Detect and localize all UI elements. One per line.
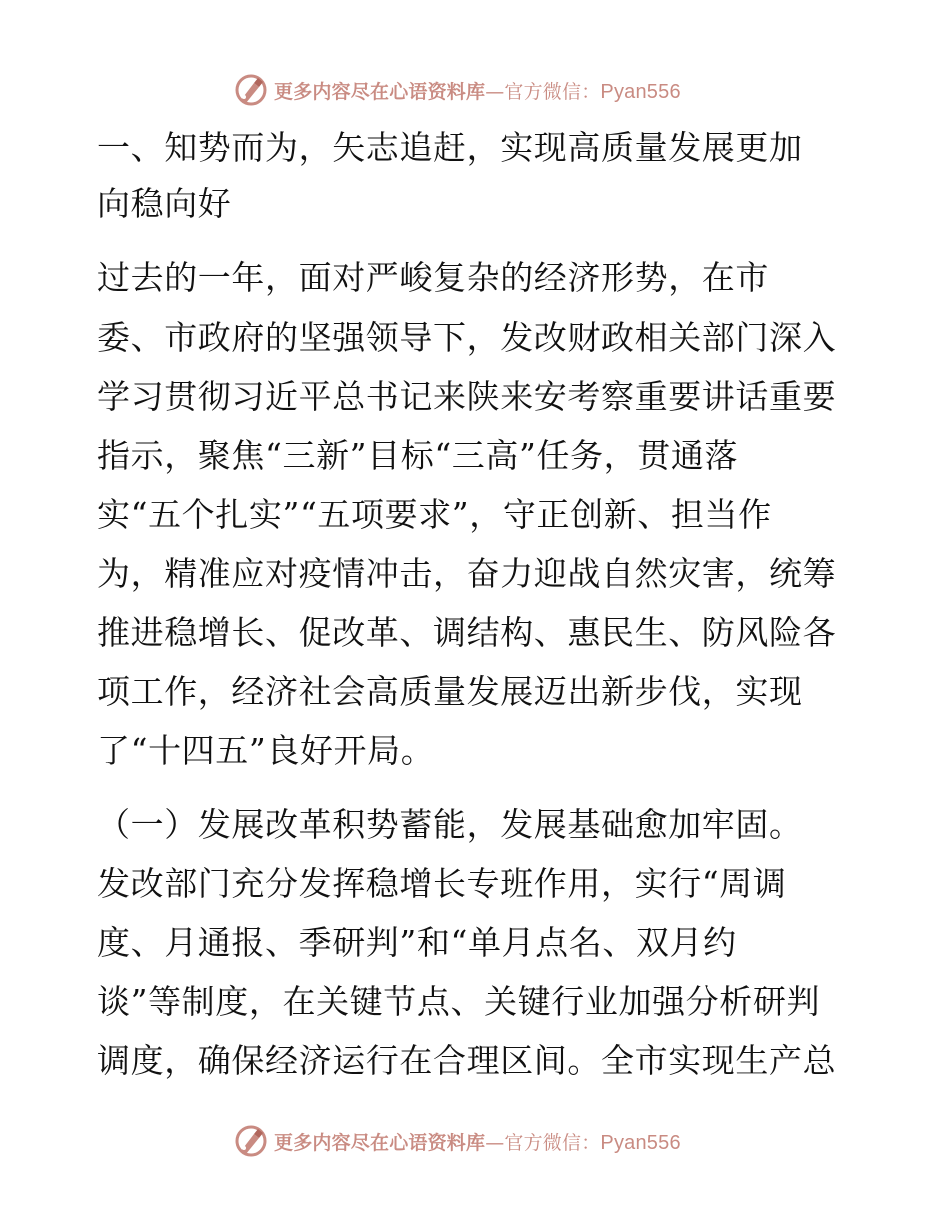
pen-logo-icon bbox=[234, 1124, 268, 1158]
paragraph-line: 指示，聚焦“三新”目标“三高”任务，贯通落 bbox=[97, 436, 739, 475]
subheading-line: （一）发展改革积势蓄能，发展基础愈加牢固。 bbox=[97, 805, 803, 844]
paragraph-line: 学习贯彻习近平总书记来陕来安考察重要讲话重要 bbox=[97, 377, 837, 416]
paragraph-line: 发改部门充分发挥稳增长专班作用，实行“周调 bbox=[97, 864, 787, 903]
paragraph-line: 实“五个扎实”“五项要求”，守正创新、担当作 bbox=[97, 495, 772, 534]
paragraph-line: 度、月通报、季研判”和“单月点名、双月约 bbox=[97, 923, 737, 962]
paragraph-line: 项工作，经济社会高质量发展迈出新步伐，实现 bbox=[97, 672, 803, 711]
paragraph-line: 调度，确保经济运行在合理区间。全市实现生产总 bbox=[97, 1041, 837, 1080]
watermark-banner-top bbox=[234, 73, 681, 107]
watermark-text: 更多内容尽在心语资料库—官方微信：Pyan556 bbox=[274, 80, 681, 103]
paragraph-line: 过去的一年，面对严峻复杂的经济形势，在市 bbox=[97, 258, 769, 297]
paragraph-line: 为，精准应对疫情冲击，奋力迎战自然灾害，统筹 bbox=[97, 554, 837, 593]
paragraph-line: 谈”等制度，在关键节点、关键行业加强分析研判 bbox=[97, 982, 821, 1021]
heading-line-2: 向稳向好 bbox=[97, 184, 232, 223]
paragraph-line: 了“十四五”良好开局。 bbox=[97, 731, 435, 770]
paragraph-line: 推进稳增长、促改革、调结构、惠民生、防风险各 bbox=[97, 613, 837, 652]
watermark-banner-bottom bbox=[234, 1124, 681, 1158]
pen-logo-icon bbox=[234, 73, 268, 107]
watermark-text: 更多内容尽在心语资料库—官方微信：Pyan556 bbox=[274, 1131, 681, 1154]
heading-line-1: 一、知势而为，矢志追赶，实现高质量发展更加 bbox=[97, 128, 803, 167]
paragraph-line: 委、市政府的坚强领导下，发改财政相关部门深入 bbox=[97, 318, 837, 357]
